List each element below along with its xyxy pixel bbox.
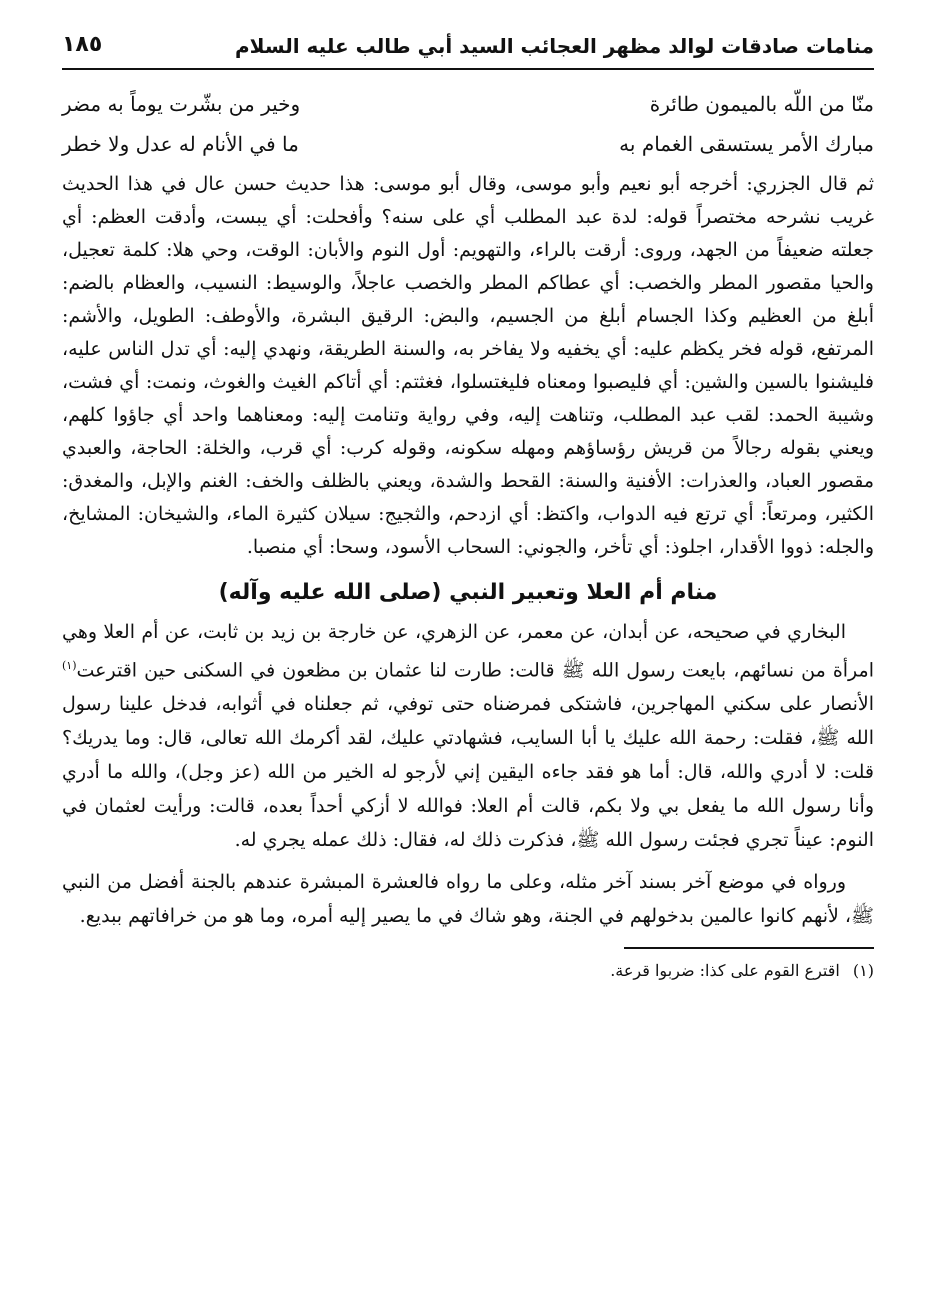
verse-hemistich: مبارك الأمر يستسقى الغمام به xyxy=(619,132,874,156)
hadith-text: الأنصار على سكني المهاجرين، فاشتكى فمرضناه حتى توفي، ثم جعلناه في أثوابه، فدخل علينا رسول الله ﷺ، فقلت: رحمة الله عليك يا أبا السايب، فشهادتي عليك، لقد أكرمك الله تعالى، قال: وما يدريك؟ قلت: لا أدري والله، قال: أما هو فقد جاءه اليقين إني لأرجو له الخير من الله (عز وجل)، والله ما أدري وأنا رسول الله ما يفعل بي ولا بكم، قالت أم العلا: فوالله لا أزكي أحداً بعده، قالت: ورأيت لعثمان في النوم: عيناً تجري فجئت رسول الله ﷺ، فذكرت ذلك له، فقال: ذلك عمله يجري له. xyxy=(62,693,874,852)
verse-line xyxy=(62,124,874,164)
closing-paragraph: ورواه في موضع آخر بسند آخر مثله، وعلى ما رواه فالعشرة المبشرة عندهم بالجنة أفضل من النبي ﷺ، لأنهم كانوا عالمين بدخولهم في الجنة، وهو شاك في ما يصير إليه أمره، وما هو من خرافاتهم ببديع. xyxy=(62,871,874,928)
page-number: ١٨٥ xyxy=(62,32,103,57)
hadith-paragraph xyxy=(62,615,874,857)
verse-line xyxy=(62,84,874,124)
verse-hemistich: منّا من اللّه بالميمون طائرة xyxy=(649,92,874,116)
running-header xyxy=(62,28,874,70)
running-title: منامات صادقات لوالد مظهر العجائب السيد أبي طالب عليه السلام xyxy=(235,34,874,58)
verse-hemistich: ما في الأنام له عدل ولا خطر xyxy=(62,132,299,156)
book-page xyxy=(62,28,874,983)
poem-verses xyxy=(62,84,874,164)
verse-hemistich: وخير من بشّرت يوماً به مضر xyxy=(62,92,301,116)
footnote-text: اقترع القوم على كذا: ضربوا قرعة. xyxy=(610,961,840,981)
footnote-reference[interactable]: (١) xyxy=(62,659,77,672)
hadith-text: البخاري في صحيحه، عن أبدان، عن معمر، عن الزهري، عن خارجة بن زيد بن ثابت، عن أم العلا وهي امرأة من نسائهم، بايعت رسول الله ﷺ قالت: طارت لنا عثمان بن مظعون في السكنى حين اقترعت xyxy=(62,621,874,682)
footnote-divider xyxy=(624,947,874,949)
footnote xyxy=(62,959,874,983)
section-heading: منام أم العلا وتعبير النبي (صلى الله عليه وآله) xyxy=(218,580,718,605)
commentary-paragraph: ثم قال الجزري: أخرجه أبو نعيم وأبو موسى، وقال أبو موسى: هذا حديث حسن عال في هذا الحديث غريب نشرحه مختصراً قوله: لدة عبد المطلب أي على سنه؟ وأفحلت: أي يبست، وأدقت العظم: أي جعلته ضعيفاً من الجهد، وروى: أرقت بالراء، والتهويم: أول النوم والأبان: الوقت، وحي هلا: كلمة تعجيل، والحيا مقصور المطر والخصب: أي عطاكم المطر والخصب عاجلاً، والوسيط: النسيب، والعظام بالضم: أبلغ من العظيم وكذا الجسام أبلغ من الجسيم، والبض: الرقيق البشرة، والأوطف: الطويل، والأشم: المرتفع، قوله فخر يكظم عليه: أي يخفيه ولا يفاخر به، والسنة الطريقة، ونهدي إليه: أي تدل الناس عليه، فليشنوا بالسين والشين: أي فليصبوا ومعناه فليغتسلوا، فغثتم: أي أتاكم الغيث والغوث، ونمت: أي فشت، وشيبة الحمد: لقب عبد المطلب، وتناهت إليه، وفي رواية وتنامت إليه: ومعناهما واحد أي جاؤوا كلهم، ويعني بقوله رجالاً من قريش رؤساؤهم ومهله سكونه، وقوله كرب: أي قرب، والخلة: الحاجة، والعبدي مقصور العباد، والعذرات: الأفنية والسنة: القحط والشدة، ويعني بالظلف والخف: الغنم والإبل، والمغدق: الكثير، ومرتعاً: أي ترتع فيه الدواب، واكتظ: أي ازدحم، والثجيج: سيلان كثيرة الماء، والشيخان: المشايخ، والجله: ذووا الأقدار، اجلوذ: أي تأخر، والجوني: السحاب الأسود، وسحا: أي منصبا. xyxy=(62,173,875,558)
footnote-number: (١) xyxy=(852,961,874,981)
